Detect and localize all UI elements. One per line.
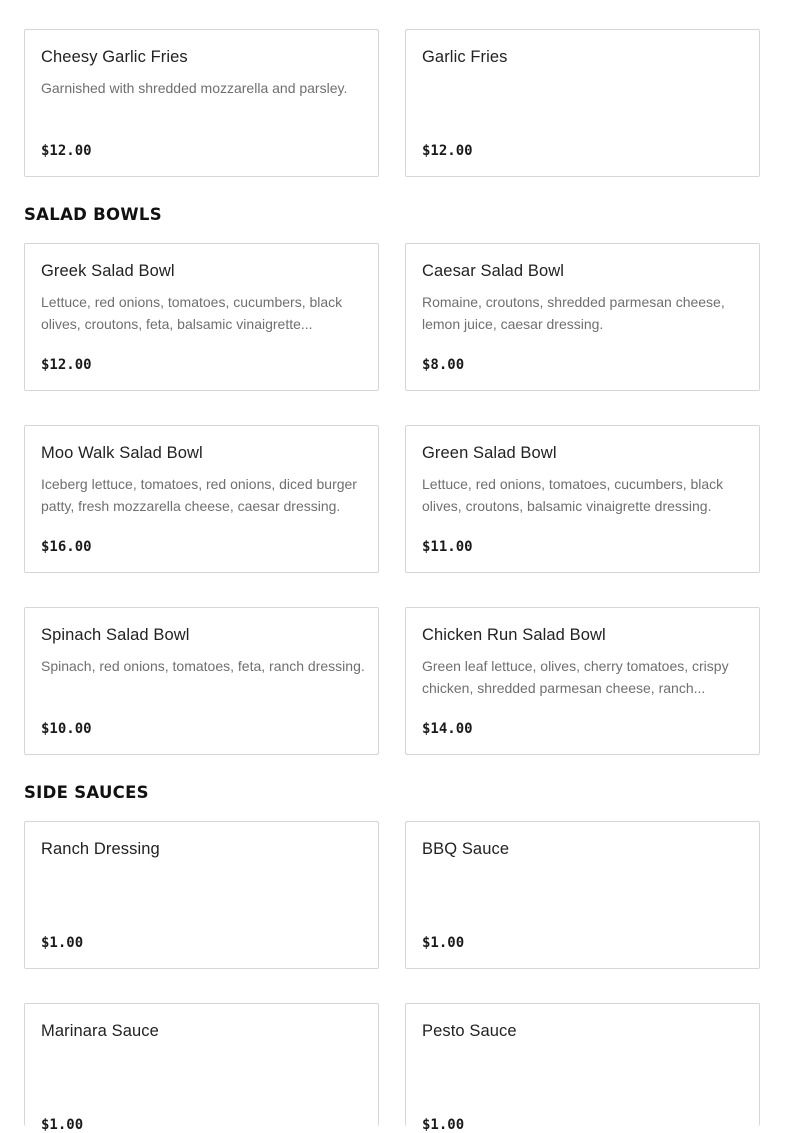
menu-item-card[interactable] <box>24 821 379 969</box>
item-price: $1.00 <box>41 935 84 951</box>
menu-item-card[interactable] <box>24 1003 379 1133</box>
menu-item-card[interactable] <box>24 425 379 573</box>
item-name: Chicken Run Salad Bowl <box>422 626 606 644</box>
item-description: Garnished with shredded mozzarella and parsley. <box>41 80 348 96</box>
item-price: $12.00 <box>41 143 92 159</box>
item-price: $14.00 <box>422 721 473 737</box>
item-price: $16.00 <box>41 539 92 555</box>
item-description: Lettuce, red onions, tomatoes, cucumbers, black olives, croutons, balsamic vinaigrette dressing. <box>422 476 724 514</box>
item-price: $8.00 <box>422 357 465 373</box>
item-name: Caesar Salad Bowl <box>422 262 565 280</box>
menu-item-card[interactable] <box>405 607 760 755</box>
menu-item-card[interactable] <box>405 1003 760 1133</box>
item-description: Green leaf lettuce, olives, cherry tomatoes, crispy chicken, shredded parmesan cheese, ranch... <box>422 658 729 696</box>
item-description: Romaine, croutons, shredded parmesan cheese, lemon juice, caesar dressing. <box>422 294 725 332</box>
item-name: Greek Salad Bowl <box>41 262 175 280</box>
item-price: $12.00 <box>41 357 92 373</box>
item-name: BBQ Sauce <box>422 840 510 858</box>
item-price: $1.00 <box>422 1117 465 1133</box>
menu-item-card[interactable] <box>24 607 379 755</box>
item-price: $10.00 <box>41 721 92 737</box>
menu-item-card[interactable] <box>24 29 379 177</box>
menu-item-card[interactable] <box>24 243 379 391</box>
menu-item-card[interactable] <box>405 243 760 391</box>
menu-item-card[interactable] <box>405 425 760 573</box>
item-name: Cheesy Garlic Fries <box>41 48 188 66</box>
menu-item-card[interactable] <box>405 821 760 969</box>
item-description: Lettuce, red onions, tomatoes, cucumbers, black olives, croutons, feta, balsamic vinaigrette... <box>41 294 343 332</box>
item-description: Iceberg lettuce, tomatoes, red onions, diced burger patty, fresh mozzarella cheese, caesar dressing. <box>41 476 357 514</box>
item-price: $1.00 <box>41 1117 84 1133</box>
item-name: Marinara Sauce <box>41 1022 159 1040</box>
item-description: Spinach, red onions, tomatoes, feta, ranch dressing. <box>41 658 365 674</box>
item-price: $12.00 <box>422 143 473 159</box>
item-name: Garlic Fries <box>422 48 508 66</box>
item-name: Pesto Sauce <box>422 1022 517 1040</box>
item-price: $11.00 <box>422 539 473 555</box>
item-name: Spinach Salad Bowl <box>41 626 190 644</box>
section-title-salad-bowls: SALAD BOWLS <box>24 205 162 224</box>
item-name: Moo Walk Salad Bowl <box>41 444 203 462</box>
item-price: $1.00 <box>422 935 465 951</box>
section-title-side-sauces: SIDE SAUCES <box>24 783 149 802</box>
menu-item-card[interactable] <box>405 29 760 177</box>
item-name: Ranch Dressing <box>41 840 160 858</box>
item-name: Green Salad Bowl <box>422 444 557 462</box>
